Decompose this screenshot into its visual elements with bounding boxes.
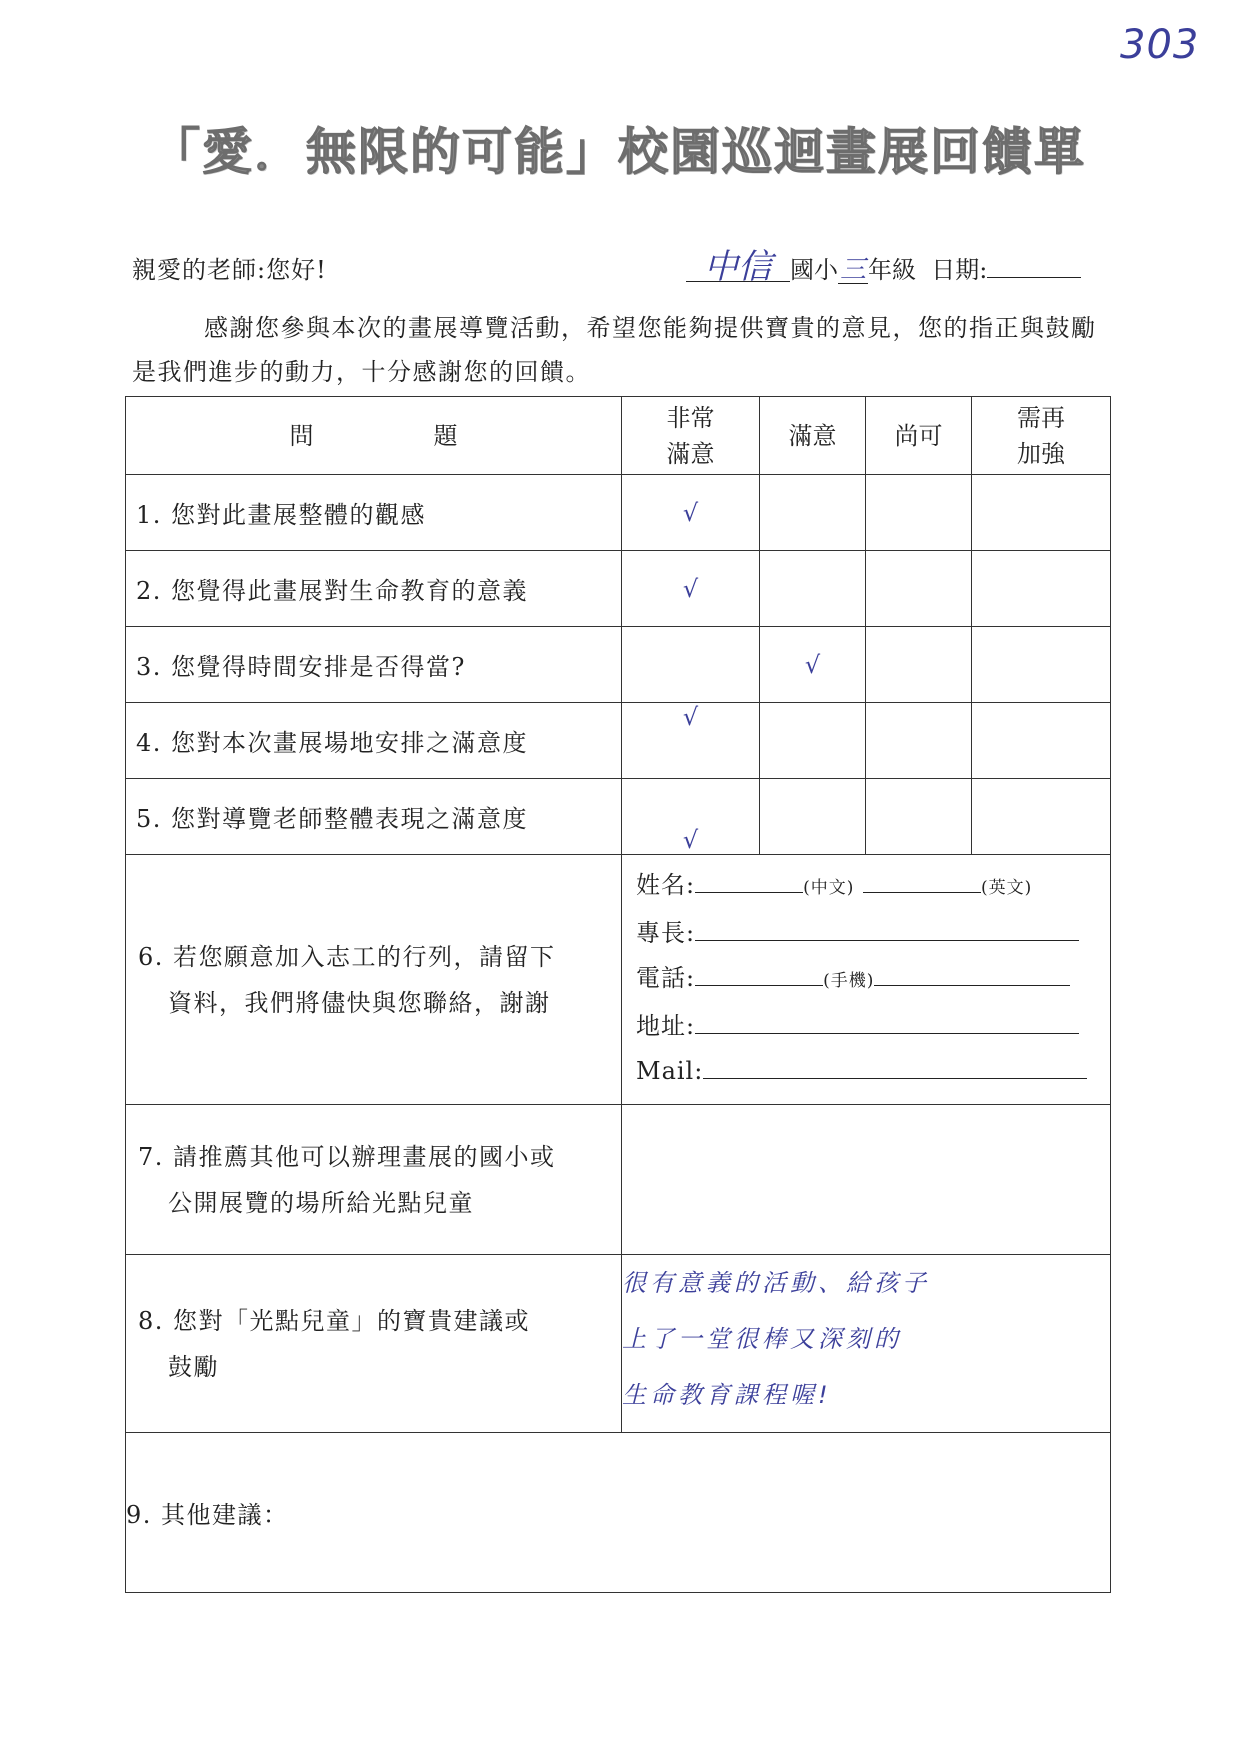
q4-very-satisfied-cell[interactable]: √ xyxy=(622,703,760,779)
question-9-label: 9. 其他建議： xyxy=(126,1501,289,1529)
specialty-field[interactable] xyxy=(695,918,1079,941)
mobile-field[interactable] xyxy=(874,963,1070,986)
volunteer-info-cell xyxy=(622,855,1111,1105)
table-row xyxy=(126,1105,1111,1255)
q3-needs-improvement-cell[interactable] xyxy=(972,627,1111,703)
header-satisfied: 滿意 xyxy=(760,397,866,475)
header-very-satisfied-l2: 滿意 xyxy=(666,439,715,468)
question-2: 2. 您覺得此畫展對生命教育的意義 xyxy=(126,551,622,627)
header-needs-improvement-l2: 加強 xyxy=(1017,439,1065,468)
q5-satisfied-cell[interactable] xyxy=(760,779,866,855)
school-label: 國小 xyxy=(790,256,838,284)
question-7-line2: 公開展覽的場所給光點兒童 xyxy=(168,1188,474,1217)
phone-label: 電話: xyxy=(636,964,696,992)
mail-field[interactable] xyxy=(703,1056,1087,1079)
q2-very-satisfied-cell[interactable]: √ xyxy=(622,551,760,627)
header-needs-improvement xyxy=(972,397,1111,475)
table-row xyxy=(126,475,1111,551)
intro-paragraph: 感謝您參與本次的畫展導覽活動，希望您能夠提供寶貴的意見，您的指正與鼓勵是我們進步的動力，十分感謝您的回饋。 xyxy=(132,314,1097,386)
address-label: 地址: xyxy=(636,1012,696,1040)
feedback-table xyxy=(125,396,1111,1593)
table-header-row xyxy=(126,397,1111,475)
q1-satisfied-cell[interactable] xyxy=(760,475,866,551)
q1-acceptable-cell[interactable] xyxy=(866,475,972,551)
header-very-satisfied xyxy=(622,397,760,475)
question-8 xyxy=(126,1255,622,1433)
question-7 xyxy=(126,1105,622,1255)
q8-answer-line3: 生命教育課程喔! xyxy=(622,1381,832,1409)
q1-needs-improvement-cell[interactable] xyxy=(972,475,1111,551)
header-needs-improvement-l1: 需再 xyxy=(1017,403,1065,432)
mail-label: Mail: xyxy=(636,1057,704,1085)
question-1: 1. 您對此畫展整體的觀感 xyxy=(126,475,622,551)
phone-mobile-label: (手機) xyxy=(823,971,875,991)
table-row xyxy=(126,551,1111,627)
question-9[interactable] xyxy=(126,1433,1111,1593)
q8-answer-line1: 很有意義的活動、給孩子 xyxy=(622,1269,930,1297)
q4-needs-improvement-cell[interactable] xyxy=(972,703,1111,779)
q5-acceptable-cell[interactable] xyxy=(866,779,972,855)
question-8-line1: 8. 您對「光點兒童」的寶貴建議或 xyxy=(138,1306,531,1335)
question-6-line2: 資料，我們將儘快與您聯絡，謝謝 xyxy=(168,988,551,1017)
specialty-label: 專長: xyxy=(636,919,696,947)
school-line xyxy=(686,247,1081,287)
q5-needs-improvement-cell[interactable] xyxy=(972,779,1111,855)
question-8-line2: 鼓勵 xyxy=(168,1352,219,1381)
q4-acceptable-cell[interactable] xyxy=(866,703,972,779)
question-3: 3. 您覺得時間安排是否得當? xyxy=(126,627,622,703)
date-label: 日期: xyxy=(931,256,988,284)
name-cn-label: (中文) xyxy=(803,878,855,898)
q5-very-satisfied-cell[interactable]: √ xyxy=(622,779,760,855)
question-6 xyxy=(126,855,622,1105)
name-cn-field[interactable] xyxy=(695,870,803,893)
question-4: 4. 您對本次畫展場地安排之滿意度 xyxy=(126,703,622,779)
q4-satisfied-cell[interactable] xyxy=(760,703,866,779)
table-row xyxy=(126,1255,1111,1433)
specialty-row xyxy=(622,911,1110,956)
q3-acceptable-cell[interactable] xyxy=(866,627,972,703)
q2-needs-improvement-cell[interactable] xyxy=(972,551,1111,627)
q1-very-satisfied-cell[interactable]: √ xyxy=(622,475,760,551)
mail-row xyxy=(622,1049,1110,1094)
header-question: 問 題 xyxy=(126,397,622,475)
greeting: 親愛的老師:您好! xyxy=(132,256,327,284)
table-row xyxy=(126,627,1111,703)
school-name-field[interactable]: 中信 xyxy=(686,253,790,282)
q8-answer-line2: 上了一堂很棒又深刻的 xyxy=(622,1325,902,1353)
question-7-line1: 7. 請推薦其他可以辦理畫展的國小或 xyxy=(138,1142,556,1171)
q3-very-satisfied-cell[interactable] xyxy=(622,627,760,703)
table-row xyxy=(126,703,1111,779)
phone-field[interactable] xyxy=(695,963,823,986)
name-label: 姓名: xyxy=(636,871,696,899)
form-title: 「愛．無限的可能」校園巡迴畫展回饋單 xyxy=(150,122,1086,181)
grade-field[interactable]: 三 xyxy=(839,255,866,285)
grade-label: 年級 xyxy=(868,256,916,284)
name-en-field[interactable] xyxy=(863,870,981,893)
name-row xyxy=(622,863,1110,911)
q2-acceptable-cell[interactable] xyxy=(866,551,972,627)
table-row xyxy=(126,855,1111,1105)
table-row xyxy=(126,1433,1111,1593)
address-field[interactable] xyxy=(695,1011,1079,1034)
q2-satisfied-cell[interactable] xyxy=(760,551,866,627)
header-acceptable: 尚可 xyxy=(866,397,972,475)
header-very-satisfied-l1: 非常 xyxy=(666,403,715,432)
table-row xyxy=(126,779,1111,855)
q3-satisfied-cell[interactable]: √ xyxy=(760,627,866,703)
phone-row xyxy=(622,956,1110,1004)
question-6-line1: 6. 若您願意加入志工的行列，請留下 xyxy=(138,942,556,971)
page-number: 303 xyxy=(1120,22,1200,68)
q8-answer-cell[interactable] xyxy=(622,1255,1111,1433)
q7-answer-cell[interactable] xyxy=(622,1105,1111,1255)
question-5: 5. 您對導覽老師整體表現之滿意度 xyxy=(126,779,622,855)
date-field[interactable] xyxy=(987,277,1081,278)
address-row xyxy=(622,1004,1110,1049)
name-en-label: (英文) xyxy=(981,878,1033,898)
